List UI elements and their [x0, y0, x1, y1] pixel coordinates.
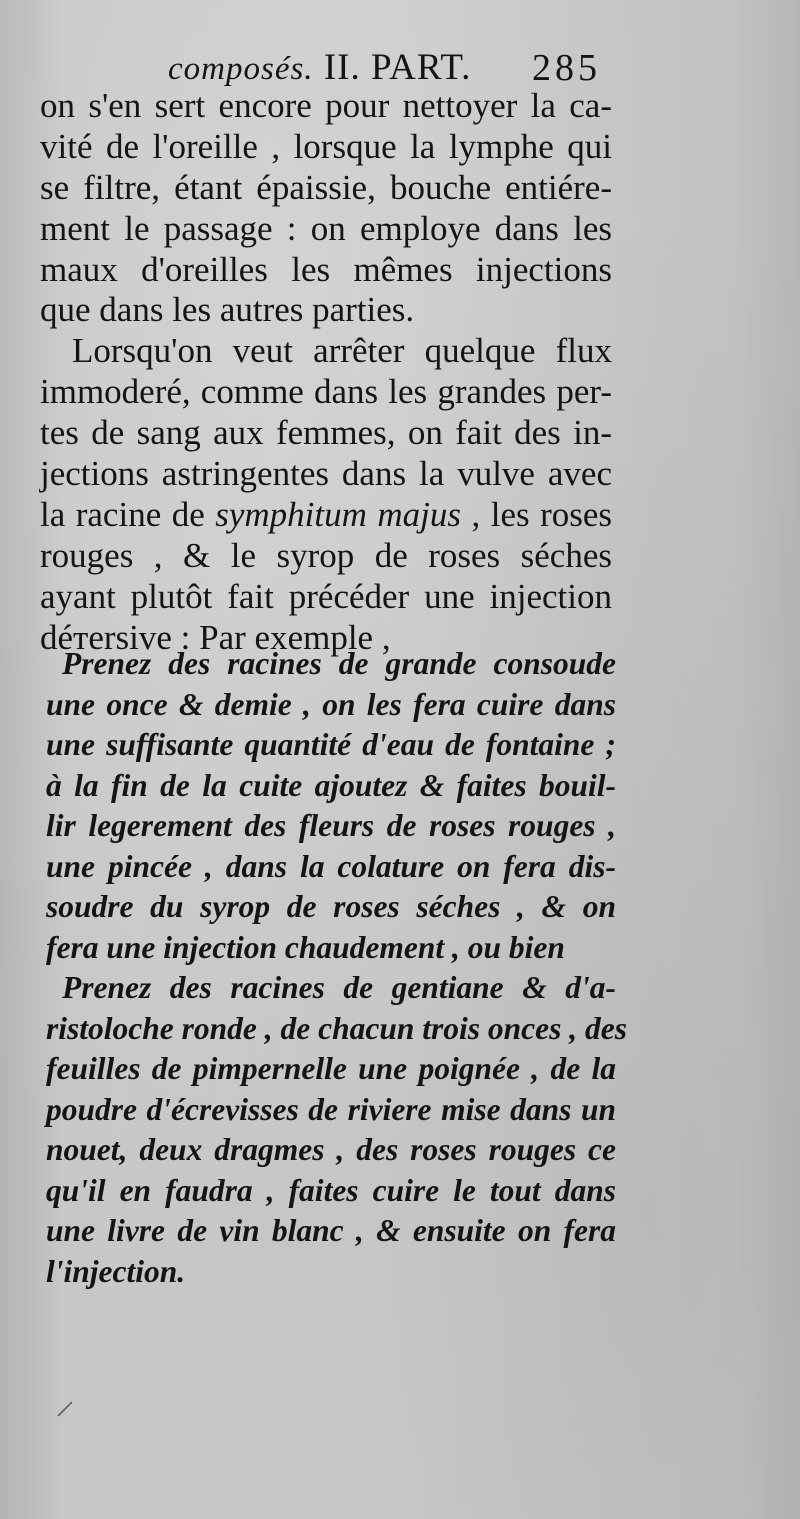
recipe-line: une livre de vin blanc , & ensuite on fera [46, 1213, 616, 1248]
text-line: on s'en sert encore pour nettoyer la ca- [40, 86, 612, 125]
text-line-latin [40, 495, 612, 536]
recipe-line: une pincée , dans la colature on fera dis- [46, 848, 616, 884]
recipe-line: lir legerement des fleurs de roses rouges , [46, 808, 616, 843]
recipe-line: une suffisante quantité d'eau de fontaine ; [46, 727, 616, 762]
recipe-line: fera une injection chaudement , ou bien [46, 929, 565, 965]
recipe-line: feuilles de pimpernelle une poignée , de la [46, 1051, 616, 1086]
recipe-line: une once & demie , on les fera cuire dans [46, 686, 616, 722]
text-line: rouges , & le syrop de roses séches [40, 535, 612, 575]
text-line: tes de sang aux femmes, on fait des in- [40, 413, 612, 453]
recipe-line: l'injection. [46, 1253, 186, 1289]
text-line: vité de l'oreille , lorsque la lymphe qui [40, 126, 612, 166]
recipe-line: Prenez des racines de gentiane & d'a- [62, 970, 616, 1005]
recipes [46, 644, 628, 1292]
running-head-part: II. PART. [323, 47, 472, 88]
body-text [40, 86, 612, 658]
latin-term: symphitum majus [215, 494, 461, 534]
text-line: que dans les autres parties. [40, 290, 415, 330]
recipe-line: poudre d'écrevisses de riviere mise dans un [46, 1091, 616, 1127]
ink-mark [54, 1396, 78, 1420]
recipe-line: soudre du syrop de roses séches , & on [46, 889, 616, 924]
text-line: se filtre, étant épaissie, bouche entiére- [40, 167, 612, 207]
recipe-line: qu'il en faudra , faites cuire le tout dans [46, 1172, 616, 1208]
text-line: ayant plutôt fait précéder une injection [40, 576, 612, 616]
recipe-2 [46, 968, 628, 1292]
running-head-italic: composés. [168, 51, 314, 87]
latin-suffix: , les roses [461, 494, 613, 534]
text-line: déтersive : Par exemple , [40, 617, 391, 657]
page-number: 285 [532, 47, 601, 89]
paragraph-2 [40, 331, 612, 658]
text-line: immoderé, comme dans les grandes per- [40, 372, 612, 412]
paragraph-1 [40, 86, 612, 331]
text-line: maux d'oreilles les mêmes injections [40, 249, 612, 289]
text-line: Lorsqu'on veut arrêter quelque flux [72, 331, 612, 371]
latin-prefix: la racine de [40, 494, 216, 534]
recipe-line: Prenez des racines de grande consoude [62, 646, 616, 681]
recipe-line: nouet, deux dragmes , des roses rouges ce [46, 1132, 616, 1167]
recipe-line: à la fin de la cuite ajoutez & faites bouil- [46, 767, 616, 803]
running-head-title [168, 46, 471, 89]
recipe-line: ristoloche ronde , de chacun trois onces , des [46, 1010, 628, 1046]
text-line: ment le passage : on employe dans les [40, 208, 612, 248]
text-line: jections astringentes dans la vulve avec [40, 454, 612, 494]
recipe-1 [46, 644, 616, 968]
